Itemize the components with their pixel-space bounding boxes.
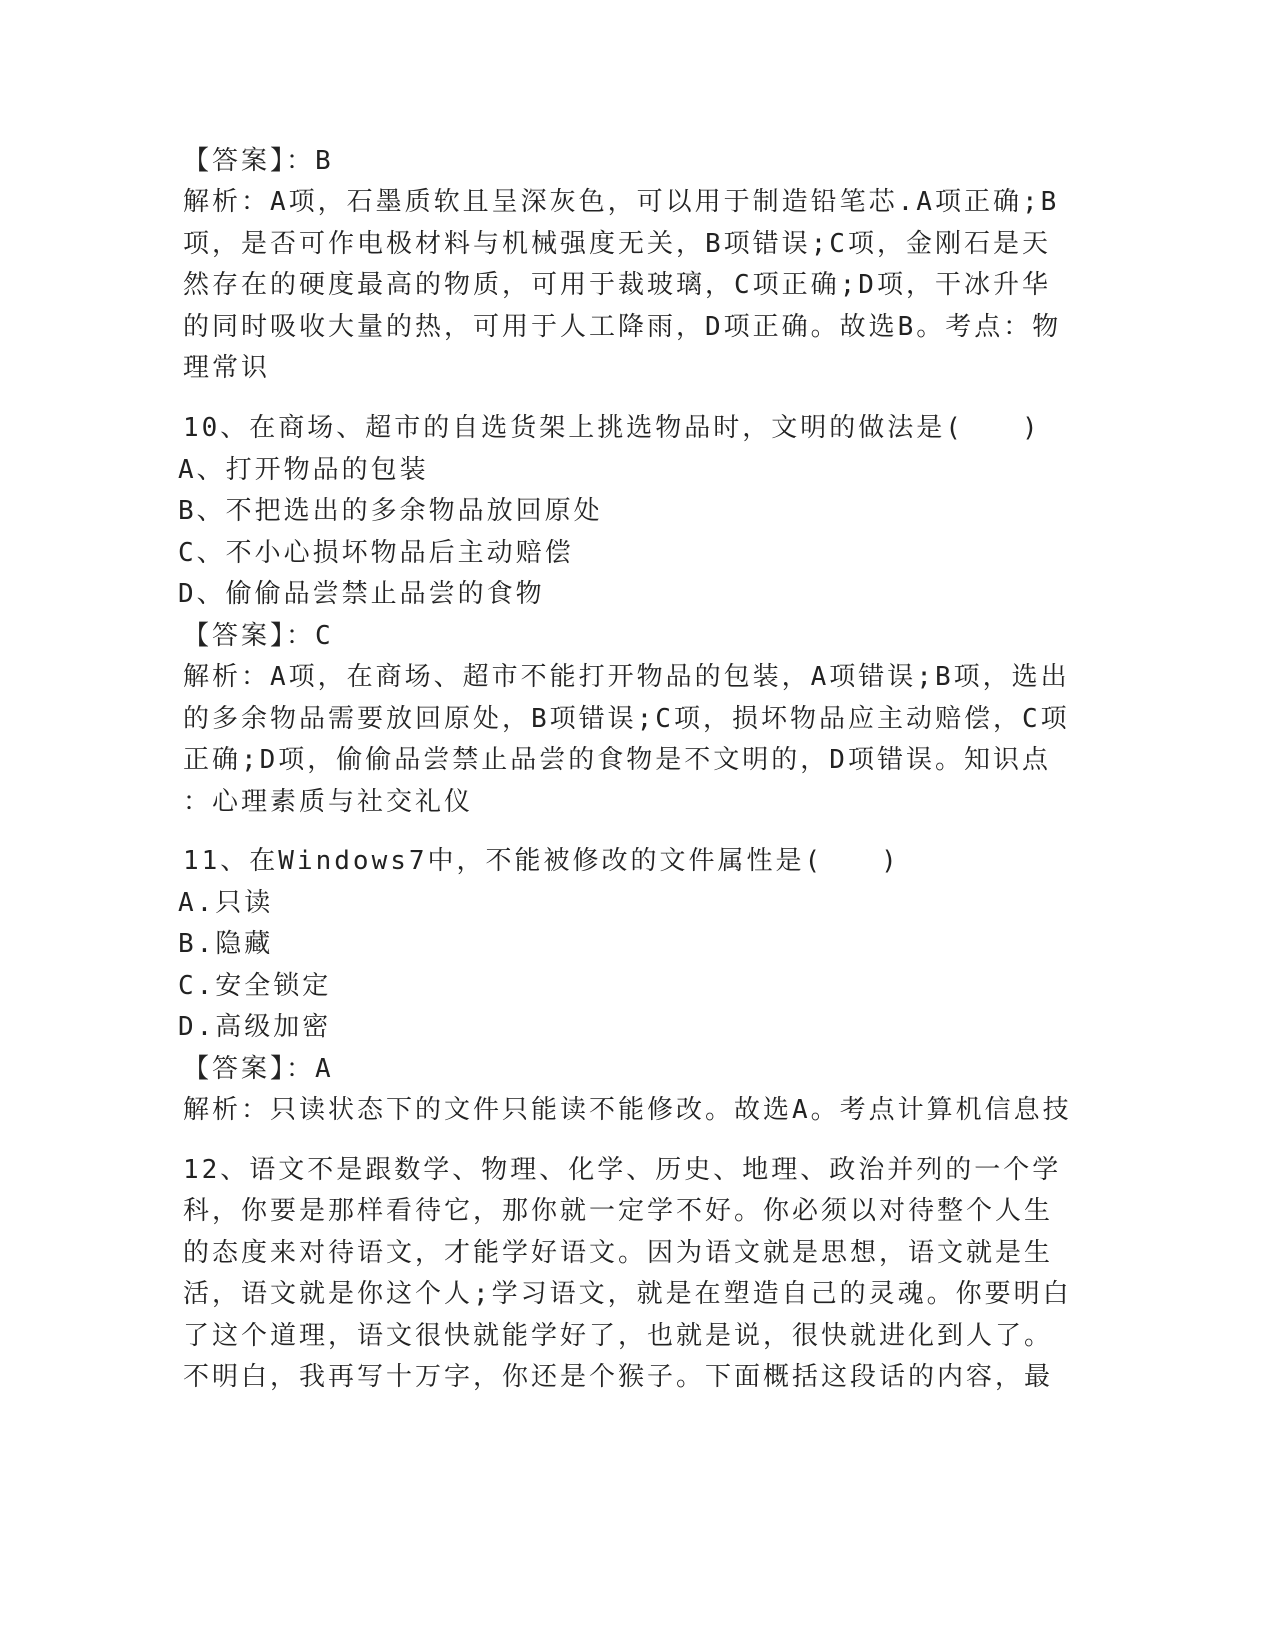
question-text-line: 的态度来对待语文，才能学好语文。因为语文就是思想，语文就是生 [183,1238,1054,1268]
option-a: A.只读 [178,888,274,918]
explanation-line: 然存在的硬度最高的物质，可用于裁玻璃，C项正确;D项，干冰升华 [183,270,1051,300]
explanation-line: 项，是否可作电极材料与机械强度无关，B项错误;C项，金刚石是天 [183,229,1051,259]
question-text-line: 活，语文就是你这个人;学习语文，就是在塑造自己的灵魂。你要明白 [183,1279,1072,1309]
answer-line-9: 【答案】：B [183,146,334,176]
explanation-line: ：心理素质与社交礼仪 [183,787,474,817]
question-12: 12、语文不是跟数学、物理、化学、历史、地理、政治并列的一个学 [183,1155,1062,1185]
question-text-line: 科，你要是那样看待它，那你就一定学不好。你必须以对待整个人生 [183,1196,1054,1226]
explanation-line: 解析：只读状态下的文件只能读不能修改。故选A。考点计算机信息技 [183,1095,1072,1125]
answer-line-10: 【答案】：C [183,621,334,651]
explanation-line: 正确;D项，偷偷品尝禁止品尝的食物是不文明的，D项错误。知识点 [183,745,1051,775]
explanation-line: 的同时吸收大量的热，可用于人工降雨，D项正确。故选B。考点：物 [183,312,1062,342]
question-text-line: 不明白，我再写十万字，你还是个猴子。下面概括这段话的内容，最 [183,1362,1054,1392]
option-c: C、不小心损坏物品后主动赔偿 [178,538,574,568]
option-a: A、打开物品的包装 [178,455,429,485]
explanation-line: 理常识 [183,353,271,383]
explanation-line: 的多余物品需要放回原处，B项错误;C项，损坏物品应主动赔偿，C项 [183,704,1070,734]
option-d: D.高级加密 [178,1012,332,1042]
answer-line-11: 【答案】：A [183,1054,334,1084]
option-c: C.安全锁定 [178,971,332,1001]
question-text-line: 了这个道理，语文很快就能学好了，也就是说，很快就进化到人了。 [183,1321,1054,1351]
option-b: B.隐藏 [178,929,274,959]
option-b: B、不把选出的多余物品放回原处 [178,496,603,526]
question-10: 10、在商场、超市的自选货架上挑选物品时，文明的做法是( ) [183,413,1041,443]
question-11: 11、在Windows7中，不能被修改的文件属性是( ) [183,846,900,876]
option-d: D、偷偷品尝禁止品尝的食物 [178,579,545,609]
explanation-line: 解析：A项，石墨质软且呈深灰色，可以用于制造铅笔芯.A项正确;B [183,187,1060,217]
explanation-line: 解析：A项，在商场、超市不能打开物品的包装，A项错误;B项，选出 [183,662,1070,692]
